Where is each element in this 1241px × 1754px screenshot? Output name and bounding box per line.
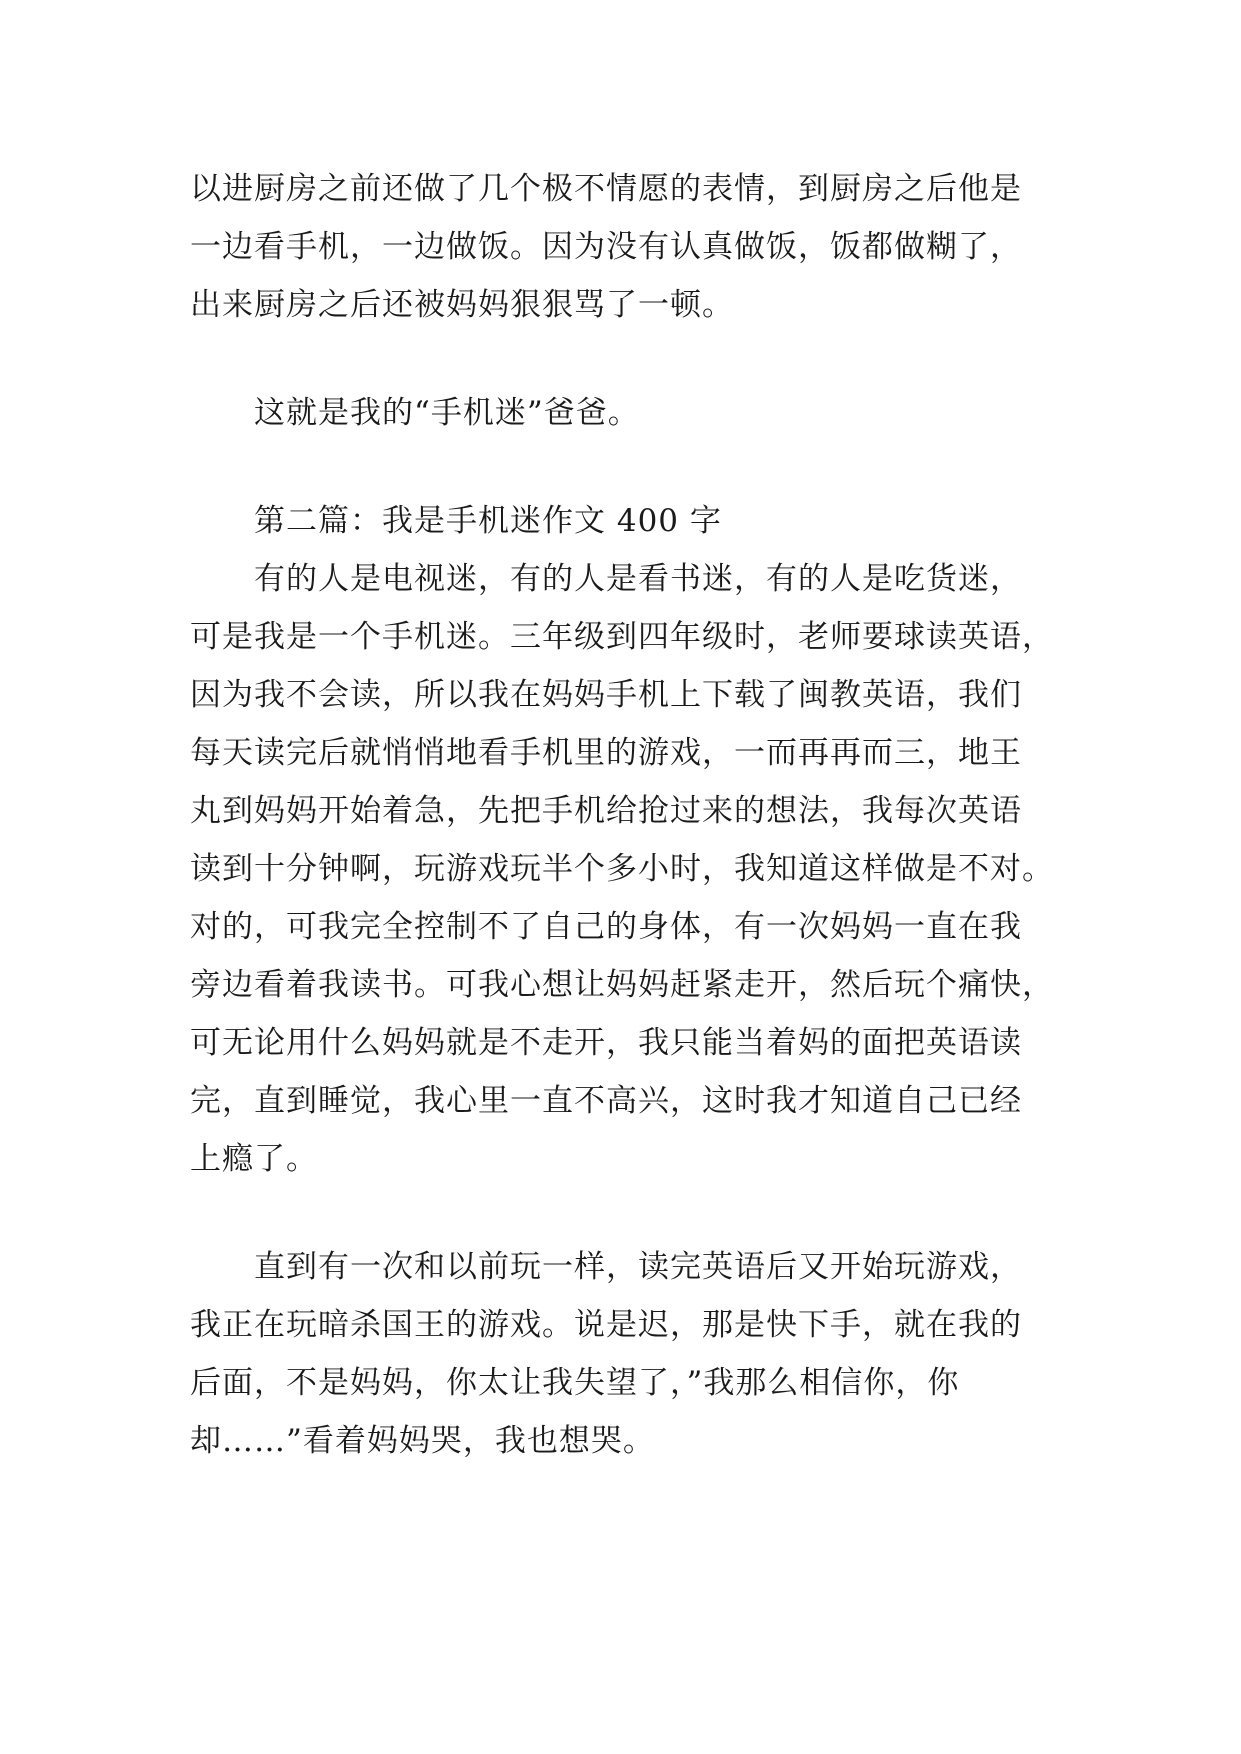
text-line: 可是我是一个手机迷。三年级到四年级时，老师要球读英语， [190, 619, 1054, 655]
paragraph-conclusion: 这就是我的“手机迷”爸爸。 [254, 395, 640, 431]
text-line: 上瘾了。 [190, 1141, 318, 1177]
text-line: 却……”看着妈妈哭，我也想哭。 [190, 1423, 655, 1459]
text-line: 因为我不会读，所以我在妈妈手机上下载了闽教英语，我们 [190, 677, 1022, 713]
text-line: 以进厨房之前还做了几个极不情愿的表情，到厨房之后他是 [190, 171, 1022, 207]
text-line: 可无论用什么妈妈就是不走开，我只能当着妈的面把英语读 [190, 1025, 1022, 1061]
text-line: 旁边看着我读书。可我心想让妈妈赶紧走开，然后玩个痛快， [190, 967, 1054, 1003]
text-line: 直到有一次和以前玩一样，读完英语后又开始玩游戏， [254, 1249, 1022, 1285]
text-line: 一边看手机，一边做饭。因为没有认真做饭，饭都做糊了， [190, 229, 1022, 265]
text-line: 读到十分钟啊，玩游戏玩半个多小时，我知道这样做是不对。 [190, 851, 1054, 887]
text-line: 出来厨房之后还被妈妈狠狠骂了一顿。 [190, 287, 734, 323]
text-line: 后面，不是妈妈，你太让我失望了，”我那么相信你，你 [190, 1365, 960, 1401]
text-line: 完，直到睡觉，我心里一直不高兴，这时我才知道自己已经 [190, 1083, 1022, 1119]
paragraph-continuation [190, 160, 1052, 334]
text-line: 丸到妈妈开始着急，先把手机给抢过来的想法，我每次英语 [190, 793, 1022, 829]
text-line: 有的人是电视迷，有的人是看书迷，有的人是吃货迷， [254, 561, 1022, 597]
text-line: 每天读完后就悄悄地看手机里的游戏，一而再再而三，地王 [190, 735, 1022, 771]
text-line: 我正在玩暗杀国王的游戏。说是迟，那是快下手，就在我的 [190, 1307, 1022, 1343]
document-page [190, 160, 1052, 1470]
section-title: 第二篇：我是手机迷作文 400 字 [254, 503, 722, 539]
text-line: 对的，可我完全控制不了自己的身体，有一次妈妈一直在我 [190, 909, 1022, 945]
paragraph-body [190, 1238, 1052, 1470]
paragraph-body [190, 550, 1052, 1188]
